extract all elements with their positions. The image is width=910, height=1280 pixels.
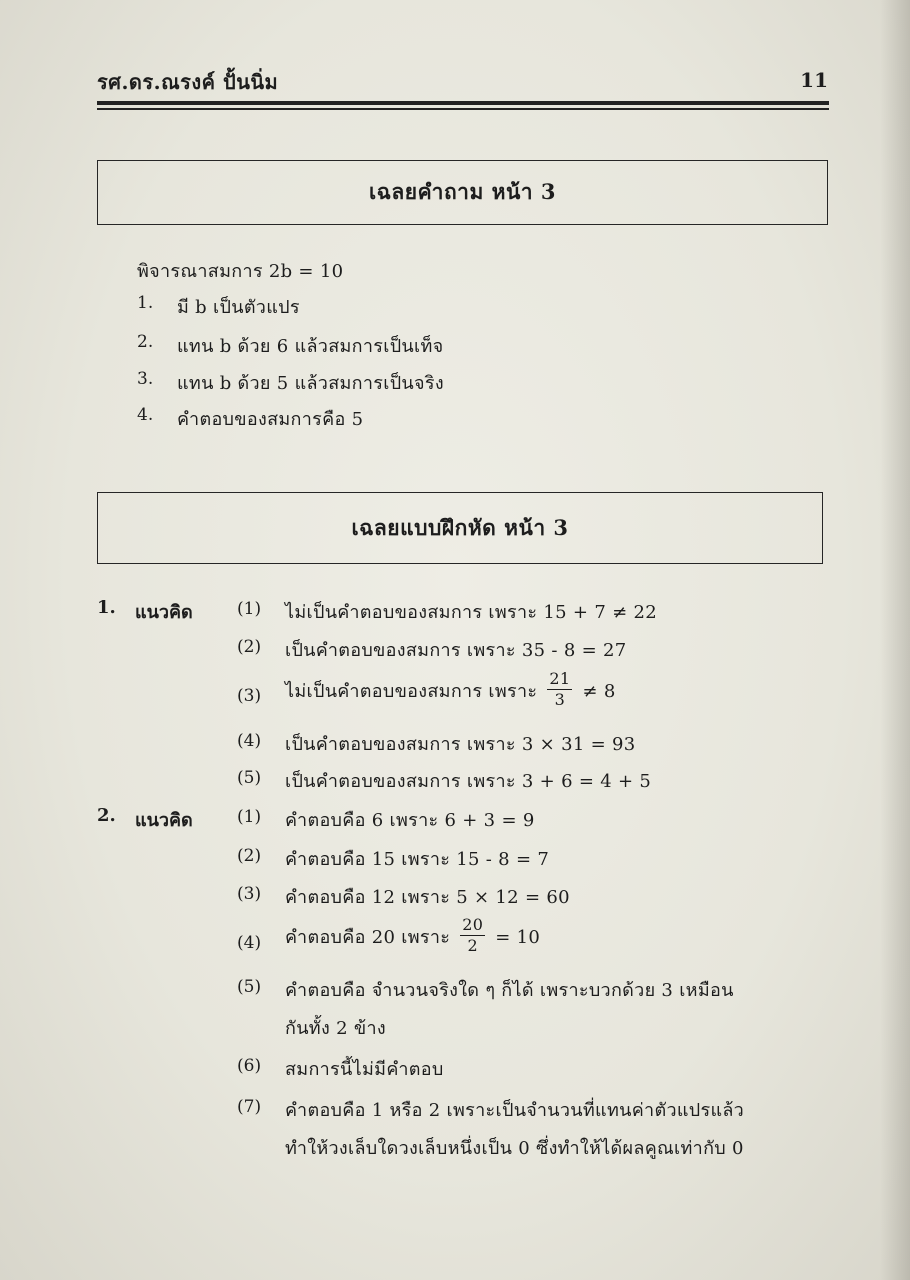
part-line <box>285 915 541 958</box>
item-text: แทน b ด้วย 6 แล้วสมการเป็นเท็จ <box>177 336 444 357</box>
question-label: แนวคิด <box>135 602 193 623</box>
part-text: ไม่เป็นคำตอบของสมการ เพราะ <box>285 680 538 702</box>
part-text: คำตอบคือ จำนวนจริงใด ๆ ก็ได้ เพราะบวกด้วย 3 เหมือน <box>285 980 734 1001</box>
part-text: คำตอบคือ 20 เพราะ <box>285 926 451 948</box>
part-text: เป็นคำตอบของสมการ เพราะ 3 + 6 = 4 + 5 <box>285 771 652 792</box>
part-index: (2) <box>237 637 262 657</box>
question-number: 1. <box>97 597 116 618</box>
part-text-continued: กันทั้ง 2 ข้าง <box>285 1018 386 1039</box>
part-index: (5) <box>237 768 262 788</box>
header-rule-thick <box>97 101 829 105</box>
part-text: คำตอบคือ 1 หรือ 2 เพราะเป็นจำนวนที่แทนค่าตัวแปรแล้ว <box>285 1100 745 1121</box>
item-text: คำตอบของสมการคือ 5 <box>177 409 364 430</box>
part-index: (4) <box>237 731 262 751</box>
item-number: 3. <box>137 369 154 389</box>
section-title-box-exercises <box>97 492 823 564</box>
fraction <box>547 670 572 710</box>
part-text-after: = 10 <box>495 926 541 948</box>
fraction-denominator: 2 <box>467 936 478 956</box>
part-index: (3) <box>237 686 262 706</box>
part-text: เป็นคำตอบของสมการ เพราะ 3 × 31 = 93 <box>285 734 636 755</box>
part-text-after: ≠ 8 <box>582 680 616 702</box>
question-number: 2. <box>97 805 116 826</box>
part-text-continued: ทำให้วงเล็บใดวงเล็บหนึ่งเป็น 0 ซึ่งทำให้ได้ผลคูณเท่ากับ 0 <box>285 1138 744 1159</box>
part-index: (1) <box>237 807 262 827</box>
page-number: 11 <box>800 68 828 92</box>
section-title-box-questions <box>97 160 828 225</box>
part-text: สมการนี้ไม่มีคำตอบ <box>285 1059 444 1080</box>
part-index: (3) <box>237 884 262 904</box>
part-index: (1) <box>237 599 262 619</box>
fraction-denominator: 3 <box>554 690 566 710</box>
header-author: รศ.ดร.ณรงค์ ปั้นนิ่ม <box>97 70 279 94</box>
part-text: คำตอบคือ 15 เพราะ 15 - 8 = 7 <box>285 849 550 870</box>
part-index: (5) <box>237 977 262 997</box>
part-index: (7) <box>237 1097 262 1117</box>
page-spine-shadow <box>880 0 910 1280</box>
part-index: (2) <box>237 846 262 866</box>
question-label: แนวคิด <box>135 810 193 831</box>
part-text: ไม่เป็นคำตอบของสมการ เพราะ 15 + 7 ≠ 22 <box>285 602 658 623</box>
part-line <box>285 669 616 712</box>
section-title-questions: เฉลยคำถาม หน้า 3 <box>368 179 557 204</box>
part-text: เป็นคำตอบของสมการ เพราะ 35 - 8 = 27 <box>285 640 627 661</box>
item-text: แทน b ด้วย 5 แล้วสมการเป็นจริง <box>177 373 444 394</box>
fraction-numerator: 20 <box>460 916 485 936</box>
part-index: (4) <box>237 933 262 953</box>
fraction-numerator: 21 <box>547 670 572 690</box>
header-rule-thin <box>97 108 829 110</box>
part-index: (6) <box>237 1056 262 1076</box>
item-text: มี b เป็นตัวแปร <box>177 297 300 318</box>
fraction <box>460 916 485 956</box>
item-number: 1. <box>137 293 154 313</box>
equation-intro: พิจารณาสมการ 2b = 10 <box>137 261 344 282</box>
section-title-exercises: เฉลยแบบฝึกหัด หน้า 3 <box>351 514 569 540</box>
item-number: 4. <box>137 405 154 425</box>
part-text: คำตอบคือ 6 เพราะ 6 + 3 = 9 <box>285 810 535 831</box>
part-text: คำตอบคือ 12 เพราะ 5 × 12 = 60 <box>285 887 570 908</box>
item-number: 2. <box>137 332 154 352</box>
